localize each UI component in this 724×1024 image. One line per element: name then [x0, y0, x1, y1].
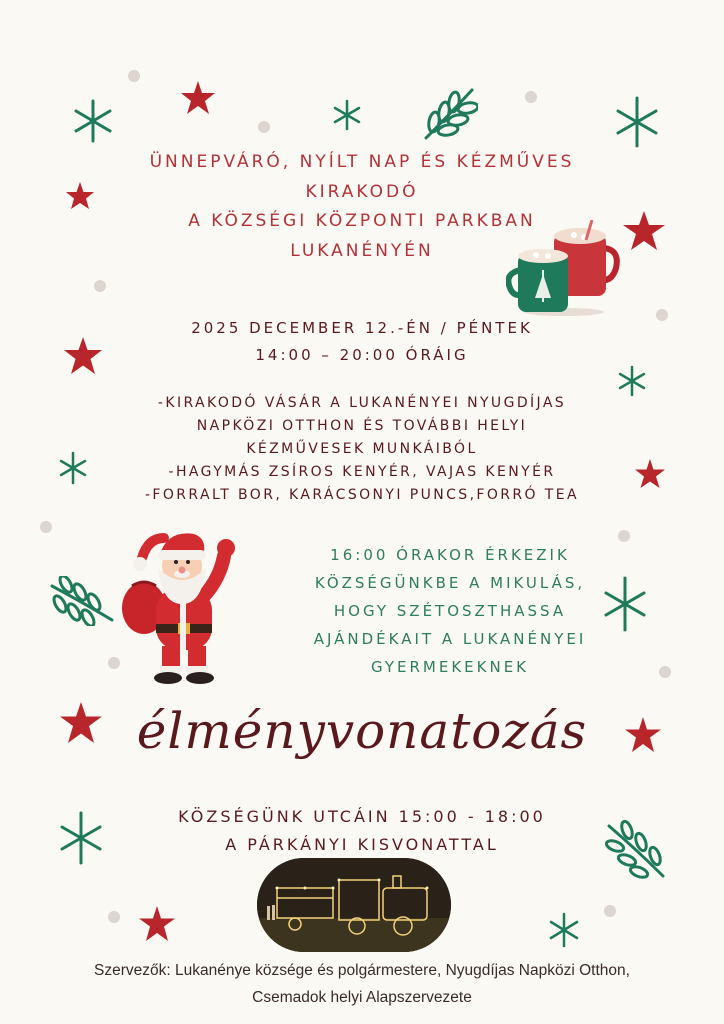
program-line: KÉZMŰVESEK MUNKÁIBÓL	[246, 441, 478, 457]
leaf-branch-icon	[48, 576, 116, 626]
decor-dot	[94, 280, 106, 292]
train-ride-info	[0, 803, 724, 859]
snowflake-icon	[70, 98, 116, 144]
decor-dot	[604, 905, 616, 917]
train-photo	[257, 858, 451, 952]
event-time-line: 14:00 – 20:00 ÓRÁIG	[255, 346, 469, 364]
santa-announcement-line: KÖZSÉGÜNKBE A MIKULÁS,	[314, 574, 586, 592]
santa-announcement-line: HOGY SZÉTOSZTHASSA	[333, 602, 567, 620]
event-title	[0, 148, 724, 266]
snowflake-icon	[331, 99, 363, 131]
program-line: -FORRALT BOR, KARÁCSONYI PUNCS,FORRÓ TEA	[144, 487, 579, 503]
train-ride-line: A PÁRKÁNYI KISVONATTAL	[225, 835, 499, 854]
decor-dot	[40, 521, 52, 533]
event-date-line: 2025 DECEMBER 12.-ÉN / PÉNTEK	[191, 319, 533, 337]
train-ride-line: KÖZSÉGÜNK UTCÁIN 15:00 - 18:00	[178, 807, 546, 826]
decor-dot	[108, 911, 120, 923]
organizers-line: Csemadok helyi Alapszervezete	[252, 989, 472, 1006]
santa-announcement	[240, 541, 660, 681]
program-line: -HAGYMÁS ZSÍROS KENYÉR, VAJAS KENYÉR	[168, 464, 556, 480]
red-star-icon	[138, 905, 176, 943]
decor-dot	[659, 666, 671, 678]
organizers-line: Szervezők: Lukanénye községe és polgármestere, Nyugdíjas Napközi Otthon,	[94, 962, 630, 979]
program-list	[0, 392, 724, 507]
santa-announcement-line: GYERMEKEKNEK	[370, 658, 530, 676]
event-title-line: A KÖZSÉGI KÖZPONTI PARKBAN	[188, 211, 536, 231]
decor-dot	[128, 70, 140, 82]
santa-claus-illustration	[118, 528, 240, 684]
leaf-branch-icon	[420, 84, 478, 144]
event-title-line: ÜNNEPVÁRÓ, NYÍLT NAP ÉS KÉZMŰVES	[149, 152, 575, 172]
train-ride-heading: élményvonatozás	[136, 702, 588, 760]
event-title-line: LUKANÉNYÉN	[290, 240, 434, 261]
event-date	[0, 315, 724, 369]
santa-announcement-line: 16:00 ÓRAKOR ÉRKEZIK	[330, 546, 570, 564]
red-star-icon	[179, 80, 217, 116]
santa-announcement-line: AJÁNDÉKAIT A LUKANÉNYEI	[313, 630, 587, 648]
snowflake-icon	[614, 95, 660, 149]
program-line: NAPKÖZI OTTHON ÉS TOVÁBBI HELYI	[196, 418, 528, 434]
program-line: -KIRAKODÓ VÁSÁR A LUKANÉNYEI NYUGDÍJAS	[157, 395, 567, 411]
snowflake-icon	[548, 912, 580, 948]
organizers	[0, 957, 724, 1011]
decor-dot	[525, 91, 537, 103]
decor-dot	[258, 121, 270, 133]
event-title-line: KIRAKODÓ	[305, 181, 419, 202]
